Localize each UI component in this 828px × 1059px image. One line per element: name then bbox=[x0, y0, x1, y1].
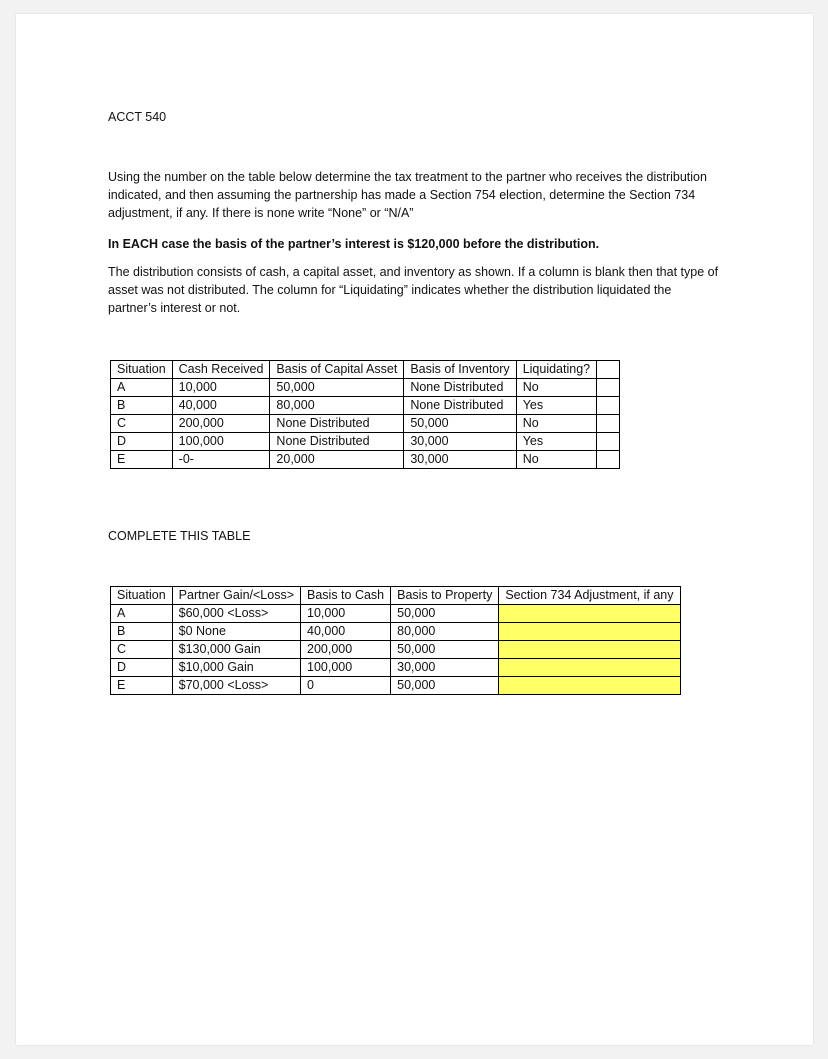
cell: 50,000 bbox=[391, 677, 499, 695]
cell: B bbox=[111, 623, 173, 641]
cell: 0 bbox=[301, 677, 391, 695]
cell: 10,000 bbox=[172, 379, 270, 397]
cell: 80,000 bbox=[270, 397, 404, 415]
cell: C bbox=[111, 415, 173, 433]
header-partner-gain-loss: Partner Gain/<Loss> bbox=[172, 587, 300, 605]
cell: C bbox=[111, 641, 173, 659]
table-row bbox=[111, 605, 681, 623]
section-734-input-cell[interactable] bbox=[499, 641, 680, 659]
cell: 10,000 bbox=[301, 605, 391, 623]
header-basis-inventory: Basis of Inventory bbox=[404, 361, 516, 379]
section-734-input-cell[interactable] bbox=[499, 605, 680, 623]
cell: 30,000 bbox=[404, 451, 516, 469]
cell: None Distributed bbox=[404, 397, 516, 415]
blank-cell bbox=[597, 451, 620, 469]
cell: Yes bbox=[516, 397, 596, 415]
table-header-row bbox=[111, 587, 681, 605]
header-basis-capital-asset: Basis of Capital Asset bbox=[270, 361, 404, 379]
cell: B bbox=[111, 397, 173, 415]
blank-cell bbox=[597, 361, 620, 379]
cell: 50,000 bbox=[391, 605, 499, 623]
blank-cell bbox=[597, 379, 620, 397]
cell: D bbox=[111, 659, 173, 677]
table-row bbox=[111, 677, 681, 695]
cell: No bbox=[516, 415, 596, 433]
header-section-734: Section 734 Adjustment, if any bbox=[499, 587, 680, 605]
cell: 80,000 bbox=[391, 623, 499, 641]
cell: E bbox=[111, 677, 173, 695]
answer-table bbox=[110, 586, 681, 695]
header-liquidating: Liquidating? bbox=[516, 361, 596, 379]
cell: $60,000 <Loss> bbox=[172, 605, 300, 623]
cell: 100,000 bbox=[172, 433, 270, 451]
cell: $130,000 Gain bbox=[172, 641, 300, 659]
cell: 50,000 bbox=[270, 379, 404, 397]
cell: 30,000 bbox=[404, 433, 516, 451]
header-situation: Situation bbox=[111, 361, 173, 379]
table-row bbox=[111, 397, 620, 415]
course-title: ACCT 540 bbox=[108, 110, 167, 124]
cell: D bbox=[111, 433, 173, 451]
table-row bbox=[111, 659, 681, 677]
cell: $70,000 <Loss> bbox=[172, 677, 300, 695]
cell: No bbox=[516, 451, 596, 469]
header-basis-to-property: Basis to Property bbox=[391, 587, 499, 605]
cell: None Distributed bbox=[270, 415, 404, 433]
document-page bbox=[16, 14, 813, 1045]
cell: 200,000 bbox=[301, 641, 391, 659]
cell: 20,000 bbox=[270, 451, 404, 469]
table-row bbox=[111, 379, 620, 397]
cell: 100,000 bbox=[301, 659, 391, 677]
complete-table-heading: COMPLETE THIS TABLE bbox=[108, 529, 251, 543]
cell: $0 None bbox=[172, 623, 300, 641]
blank-cell bbox=[597, 415, 620, 433]
table-row bbox=[111, 641, 681, 659]
cell: 50,000 bbox=[404, 415, 516, 433]
header-situation: Situation bbox=[111, 587, 173, 605]
cell: 30,000 bbox=[391, 659, 499, 677]
cell: $10,000 Gain bbox=[172, 659, 300, 677]
header-basis-to-cash: Basis to Cash bbox=[301, 587, 391, 605]
table-row bbox=[111, 623, 681, 641]
header-cash-received: Cash Received bbox=[172, 361, 270, 379]
cell: 50,000 bbox=[391, 641, 499, 659]
blank-cell bbox=[597, 433, 620, 451]
cell: 200,000 bbox=[172, 415, 270, 433]
cell: -0- bbox=[172, 451, 270, 469]
cell: Yes bbox=[516, 433, 596, 451]
instruction-paragraph-1: Using the number on the table below determine the tax treatment to the partner who receives the distribution indicated, and then assuming the partnership has made a Section 754 election, determine the Section 734 adjustment, if any. If there is none write “None” or “N/A” bbox=[108, 170, 707, 220]
instruction-paragraph-3: The distribution consists of cash, a capital asset, and inventory as shown. If a column is blank then that type of asset was not distributed. The column for “Liquidating” indicates whether the distribution liquidated the partner’s interest or not. bbox=[108, 265, 719, 315]
section-734-input-cell[interactable] bbox=[499, 677, 680, 695]
cell: E bbox=[111, 451, 173, 469]
blank-cell bbox=[597, 397, 620, 415]
distribution-table bbox=[110, 360, 620, 469]
cell: No bbox=[516, 379, 596, 397]
cell: 40,000 bbox=[301, 623, 391, 641]
cell: 40,000 bbox=[172, 397, 270, 415]
table-header-row bbox=[111, 361, 620, 379]
table-row bbox=[111, 415, 620, 433]
cell: None Distributed bbox=[270, 433, 404, 451]
cell: A bbox=[111, 605, 173, 623]
table-row bbox=[111, 451, 620, 469]
cell: A bbox=[111, 379, 173, 397]
cell: None Distributed bbox=[404, 379, 516, 397]
table-row bbox=[111, 433, 620, 451]
section-734-input-cell[interactable] bbox=[499, 659, 680, 677]
instruction-paragraph-2: In EACH case the basis of the partner’s interest is $120,000 before the distribution. bbox=[108, 237, 600, 251]
section-734-input-cell[interactable] bbox=[499, 623, 680, 641]
